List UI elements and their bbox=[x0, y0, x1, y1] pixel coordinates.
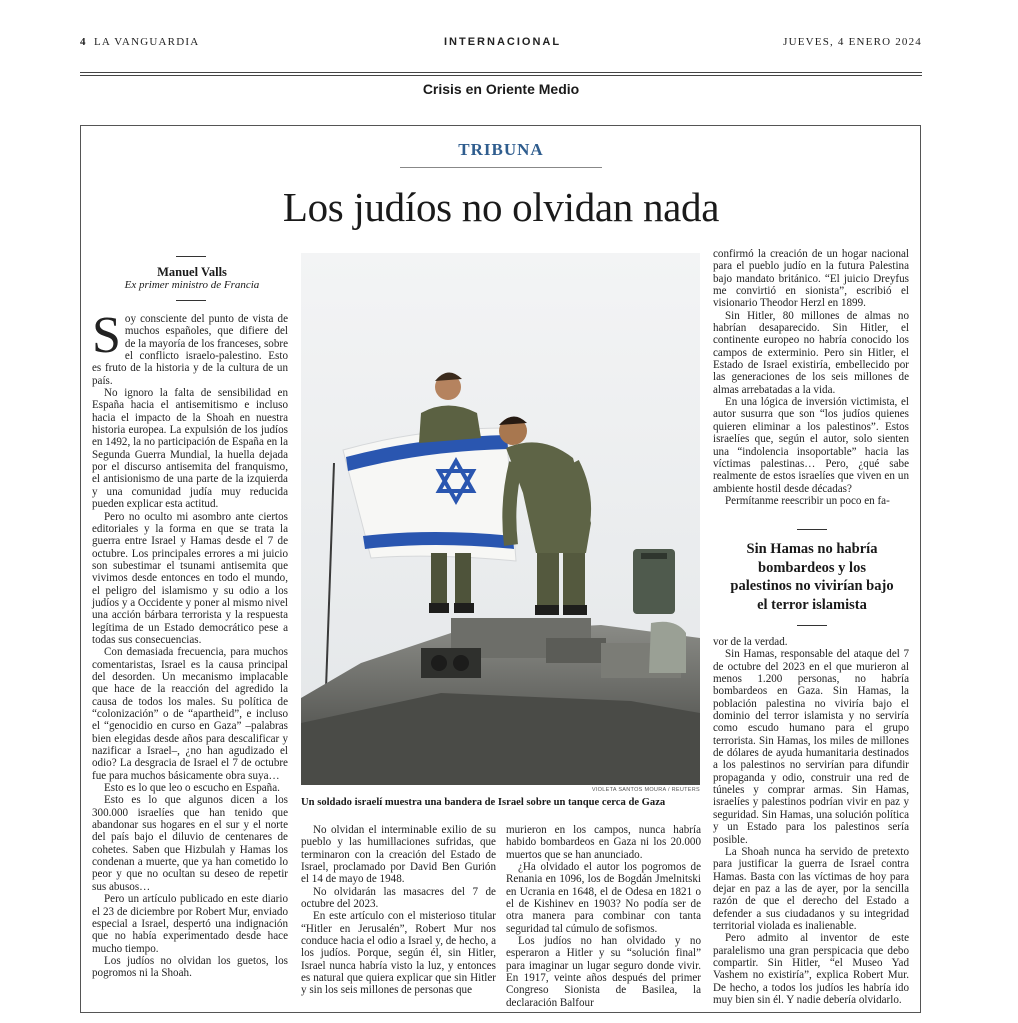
subsection-title: Crisis en Oriente Medio bbox=[422, 81, 580, 97]
author-name: Manuel Valls bbox=[157, 265, 227, 279]
article-column-2 bbox=[301, 824, 496, 1009]
paragraph: Pero no oculto mi asombro ante ciertos editoriales y la forma en que se trata la guerra entre Israel y Hamas desde el 7 de octubre. Los principales errores a mi juicio son subestimar el tsunami antisemita que vivimos desde entonces en todo el mundo, el peligro del islamismo y su odio a los judíos y a Occidente y poner al mismo nivel una acción bárbara terrorista y la respuesta legítima de un Estado democrático pese a todas sus consecuencias. bbox=[92, 510, 288, 646]
article-column-4-top bbox=[713, 248, 909, 518]
paragraph: No ignoro la falta de sensibilidad en España hacia el antisemitismo e incluso hacia el impacto de la Shoah en nuestra historia europea. La expulsión de los judíos en 1492, la no participación de España en la Segunda Guerra Mundial, la huella dejada por el discurso antisemita del franquismo, el antisionismo de una parte de la izquierda y una comunidad judía muy reducida pueden explicar esta actitud. bbox=[92, 387, 288, 511]
tag-rule bbox=[400, 167, 602, 168]
paragraph: Permítanme reescribir un poco en fa- bbox=[725, 494, 890, 507]
page-date: JUEVES, 4 ENERO 2024 bbox=[783, 36, 922, 48]
article-column-4-bottom bbox=[713, 636, 909, 1008]
author-rule-top bbox=[176, 256, 206, 257]
pullquote-rule-bottom bbox=[797, 625, 827, 626]
soldier-flag-tank-illustration bbox=[301, 253, 700, 785]
paragraph: Sin Hamas, responsable del ataque del 7 de octubre del 2023 en el que murieron al menos 1.200 personas, no habría bombardeos en Gaza. Sin Hamas, la población palestina no viviría bajo el dominio del terror islamista y no serviría como escudo humano para el grupo terrorista. Sin Hamas, los miles de millones de dólares de ayuda humanitaria destinados a los palestinos no servirían para difundir propaganda y odio, construir una red de túneles y comprar armas. Sin Hamas, israelíes y palestinos podrían vivir en paz y seguridad. Sin Hamas, una solución política y un Estado para los palestinos sería posible. bbox=[713, 648, 909, 846]
paragraph: Esto es lo que algunos dicen a los 300.000 israelíes que han tenido que abandonar sus hogares en el sur y el norte del país bajo el diluvio de centenares de cohetes. Saben que Hizbulah y Hamas los condenan a muerte, que ya han cometido lo peor y que no ocultan su deseo de repetir sus abusos… bbox=[92, 794, 288, 893]
paragraph: Pero admito al inventor de este paralelismo una gran perspicacia que debo compartir. Sin Hitler, “el Museo Yad Vashem no existiría”, explica Robert Mur. De hecho, a todos los judíos les habría ido muy bien sin él. Y nadie debería olvidarlo. bbox=[713, 932, 909, 1006]
paragraph: Sin Hitler, 80 millones de almas no habrían desaparecido. Sin Hitler, el continente europeo no habría conocido los campos de exterminio. Pero sin Hitler, el Estado de Israel existiría, embellecido por las generaciones de los seis millones de almas arrebatadas a la vida. bbox=[713, 309, 909, 396]
header-rule-top bbox=[80, 72, 922, 73]
photo-credit: VIOLETA SANTOS MOURA / REUTERS bbox=[591, 787, 700, 793]
pullquote-rule-top bbox=[797, 529, 827, 530]
pullquote: Sin Hamas no habría bombardeos y los palestinos no vivirían bajo el terror islamista bbox=[730, 541, 894, 613]
drop-cap: S bbox=[92, 307, 121, 364]
section-name: INTERNACIONAL bbox=[444, 36, 562, 48]
author-rule-bottom bbox=[176, 300, 206, 301]
paragraph: No olvidan el interminable exilio de su pueblo y las humillaciones sufridas, que terminaron con la creación del Estado de Israel, proclamado por David Ben Gurión el 14 de mayo de 1948. bbox=[301, 824, 496, 886]
article-column-3 bbox=[506, 824, 701, 1009]
page-number: 4 bbox=[80, 36, 87, 48]
paragraph: Los judíos no han olvidado y no esperaron a Hitler y su “solución final” para imaginar un lugar seguro donde vivir. En 1917, veinte años después del primer Congreso Sionista de Basilea, la declaración Balfour bbox=[506, 935, 701, 1009]
paragraph: En una lógica de inversión victimista, el autor susurra que son “los judíos quienes quieren eliminar a los palestinos”. Estos israelíes que, según el autor, solo sienten una “indolencia insoportable” hacia las víctimas palestinas… Pero, ¿qué sabe realmente de estos israelíes que viven en un ambiente hostil desde décadas? bbox=[713, 396, 909, 495]
paragraph: murieron en los campos, nunca habría habido bombardeos en Gaza ni los 20.000 muertos que se han anunciado. bbox=[506, 824, 701, 861]
article-column-1 bbox=[92, 307, 288, 1003]
paragraph: Los judíos no olvidan los guetos, los pogromos ni la Shoah. bbox=[92, 954, 288, 980]
tribuna-tag: TRIBUNA bbox=[458, 140, 544, 159]
paragraph: confirmó la creación de un hogar nacional para el pueblo judío en la futura Palestina bajo mandato británico. “El juicio Dreyfus me convirtió en sionista”, escribió el visionario Theodor Herzl en 1899. bbox=[713, 248, 909, 310]
paragraph: La Shoah nunca ha servido de pretexto para justificar la guerra de Israel contra Hamas. Basta con las víctimas de hoy para dejar en paz a las de ayer, por la sencilla razón de que el derecho del Estado a defender a sus ciudadanos y su integridad territorial violada es inalienable. bbox=[713, 845, 909, 932]
author-role: Ex primer ministro de Francia bbox=[124, 279, 260, 291]
paragraph: En este artículo con el misterioso titular “Hitler en Jerusalén”, Robert Mur nos conduce hacia el odio a Israel y, de hecho, a los judíos. Porque, según él, sin Hitler, Israel nunca habría visto la luz, y entonces es natural que quiera explicar que sin Hitler y sin los seis millones de personas que bbox=[301, 910, 496, 997]
paragraph: Con demasiada frecuencia, para muchos comentaristas, Israel es la causa principal del desorden. Un mecanismo implacable que hace de la reacción del agredido la causa de todos los males. Su política de “colonización” o de “apartheid”, e incluso el “genocidio en curso en Gaza” –palabras bien elegidas desde años para descalificar y nazificar a Israel–, ¿no han agudizado el odio? La desgracia de Israel el 7 de octubre fue para muchos básicamente obra suya… bbox=[92, 646, 288, 782]
paragraph: No olvidarán las masacres del 7 de octubre del 2023. bbox=[301, 885, 496, 911]
paragraph: vor de la verdad. bbox=[713, 636, 788, 648]
headline: Los judíos no olvidan nada bbox=[282, 184, 720, 230]
paragraph: Esto es lo que leo o escucho en España. bbox=[104, 782, 280, 795]
header-rule-bottom bbox=[80, 75, 922, 76]
publication-name: LA VANGUARDIA bbox=[94, 36, 200, 48]
paragraph: ¿Ha olvidado el autor los pogromos de Renania en 1096, los de Bogdán Jmelnitski en Ucrania en 1648, el de Odesa en 1821 o el de Kishinev en 1903? No podía ser de otra manera para combinar con tanta seguridad tal cúmulo de sofismos. bbox=[506, 861, 701, 935]
photo-caption: Un soldado israelí muestra una bandera de Israel sobre un tanque cerca de Gaza bbox=[301, 797, 666, 808]
paragraph: Pero un artículo publicado en este diario el 23 de diciembre por Robert Mur, enviado especial a Israel, despertó una indignación que no había experimentado desde hace mucho tiempo. bbox=[92, 893, 288, 955]
opening-paragraph: Soy consciente del punto de vista de muchos españoles, que difiere del de la mayoría de los franceses, sobre el conflicto israelo-palestino. Esto es fruto de la historia y de la cultura de un país. bbox=[92, 307, 288, 387]
news-photo bbox=[301, 253, 700, 785]
page-header bbox=[80, 36, 922, 52]
